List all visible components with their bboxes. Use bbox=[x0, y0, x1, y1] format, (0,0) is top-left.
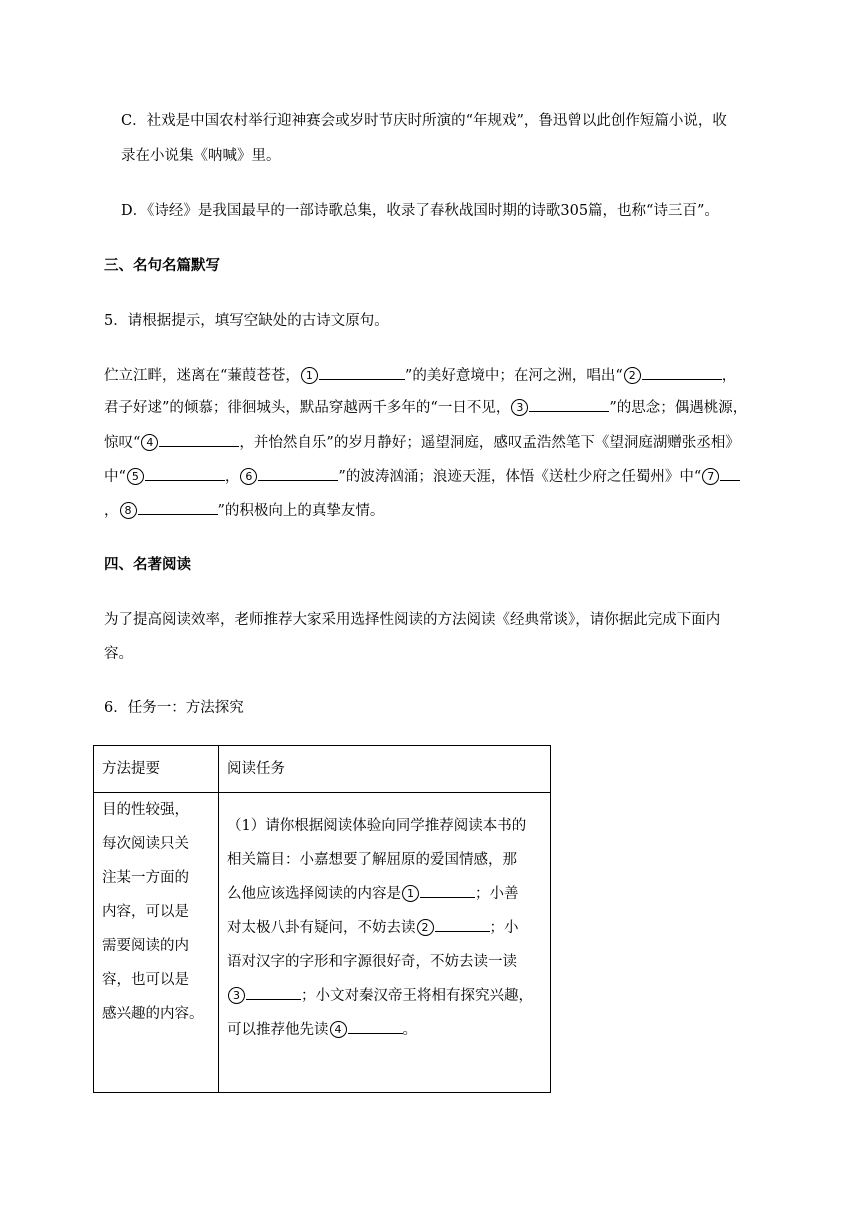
task-answer-blank-4[interactable] bbox=[348, 1019, 403, 1034]
table-header-row bbox=[94, 746, 551, 793]
cell-line bbox=[227, 1013, 542, 1047]
option-d-line: D．《诗经》是我国最早的一部诗歌总集，收录了春秋战国时期的诗歌305篇，也称“诗三百”。 bbox=[121, 203, 719, 219]
text: 可以推荐他先读 bbox=[227, 1022, 329, 1038]
method-summary-cell bbox=[94, 793, 219, 1093]
text: 么他应该选择阅读的内容是 bbox=[227, 886, 401, 902]
section4-intro-line1: 为了提高阅读效率，老师推荐大家采用选择性阅读的方法阅读《经典常谈》，请你据此完成下面内 bbox=[104, 612, 721, 628]
cell-line: 内容，可以是 bbox=[102, 904, 189, 920]
cell-line bbox=[227, 979, 542, 1013]
question-6: 6．任务一：方法探究 bbox=[104, 700, 244, 716]
answer-blank-8[interactable] bbox=[138, 500, 218, 515]
cell-line: 需要阅读的内 bbox=[102, 938, 189, 954]
answer-blank-6[interactable] bbox=[258, 466, 338, 481]
cell-line bbox=[227, 911, 542, 945]
cell-line: 语对汉字的字形和字源很好奇，不妨去读一读 bbox=[227, 954, 517, 970]
task-blank-number-4: 4 bbox=[330, 1021, 347, 1038]
text: ，并怡然自乐”的岁月静好；遥望洞庭，感叹孟浩然笔下《望洞庭湖赠张丞相》 bbox=[239, 435, 740, 451]
section4-intro-line2: 容。 bbox=[104, 646, 133, 662]
poem-para-line1 bbox=[104, 365, 736, 386]
section4-title: 四、名著阅读 bbox=[104, 556, 191, 573]
table-row bbox=[94, 793, 551, 1093]
text: ， bbox=[721, 368, 737, 384]
poem-para-line3 bbox=[104, 432, 740, 453]
blank-number-5: 5 bbox=[127, 468, 144, 485]
text: ”的思念；偶遇桃源， bbox=[609, 400, 748, 416]
option-c-line2: 录在小说集《呐喊》里。 bbox=[121, 148, 281, 164]
blank-number-4: 4 bbox=[141, 434, 158, 451]
text: 君子好逑”的倾慕；徘徊城头，默品穿越两千多年的“一日不见， bbox=[104, 400, 511, 416]
text: ；小文对秦汉帝王将相有探究兴趣， bbox=[301, 988, 533, 1004]
section3-title: 三、名句名篇默写 bbox=[104, 257, 220, 274]
text: ；小善 bbox=[475, 886, 519, 902]
task-blank-number-3: 3 bbox=[228, 987, 245, 1004]
blank-number-7: 7 bbox=[702, 468, 719, 485]
option-c-line1: C．社戏是中国农村举行迎神赛会或岁时节庆时所演的“年规戏”，鲁迅曾以此创作短篇小说，收 bbox=[121, 113, 727, 129]
text: ， bbox=[224, 469, 240, 485]
question-5: 5．请根据提示，填写空缺处的古诗文原句。 bbox=[104, 313, 389, 329]
blank-number-1: 1 bbox=[301, 367, 318, 384]
method-task-table bbox=[93, 745, 551, 1093]
text: 对太极八卦有疑问，不妨去读 bbox=[227, 920, 416, 936]
answer-blank-4[interactable] bbox=[159, 432, 239, 447]
task-blank-number-2: 2 bbox=[417, 919, 434, 936]
blank-number-3: 3 bbox=[511, 399, 528, 416]
blank-number-6: 6 bbox=[240, 468, 257, 485]
cell-line: 感兴趣的内容。 bbox=[102, 1006, 204, 1022]
text: ”的积极向上的真挚友情。 bbox=[217, 503, 385, 519]
answer-blank-3[interactable] bbox=[529, 397, 609, 412]
task-answer-blank-1[interactable] bbox=[420, 883, 475, 898]
task-answer-blank-2[interactable] bbox=[435, 917, 490, 932]
cell-line: （1）请你根据阅读体验向同学推荐阅读本书的 bbox=[227, 818, 527, 834]
task-answer-blank-3[interactable] bbox=[246, 985, 301, 1000]
text: 伫立江畔，迷离在“蒹葭苍苍， bbox=[104, 368, 300, 384]
cell-line: 容，也可以是 bbox=[102, 972, 189, 988]
text: 。 bbox=[402, 1022, 417, 1038]
poem-para-line5 bbox=[104, 500, 384, 521]
text: 中“ bbox=[104, 469, 126, 485]
blank-number-8: 8 bbox=[120, 502, 137, 519]
reading-task-cell bbox=[219, 793, 551, 1093]
answer-blank-5[interactable] bbox=[145, 466, 225, 481]
answer-blank-1[interactable] bbox=[319, 365, 405, 380]
answer-blank-7[interactable] bbox=[720, 466, 740, 481]
text: ；小 bbox=[489, 920, 519, 936]
cell-line: 每次阅读只关 bbox=[102, 836, 189, 852]
text: ”的美好意境中；在河之洲，唱出“ bbox=[404, 368, 623, 384]
cell-line: 注某一方面的 bbox=[102, 870, 189, 886]
answer-blank-2[interactable] bbox=[642, 365, 722, 380]
poem-para-line4 bbox=[104, 466, 740, 487]
text: 惊叹“ bbox=[104, 435, 141, 451]
cell-line: 目的性较强， bbox=[102, 802, 189, 818]
task-blank-number-1: 1 bbox=[402, 885, 419, 902]
text: ”的波涛汹涌；浪迹天涯，体悟《送杜少府之任蜀州》中“ bbox=[338, 469, 702, 485]
cell-line: 相关篇目：小嘉想要了解屈原的爱国情感，那 bbox=[227, 852, 517, 868]
blank-number-2: 2 bbox=[624, 367, 641, 384]
header-method-summary: 方法提要 bbox=[94, 746, 219, 793]
text: ， bbox=[104, 503, 119, 519]
poem-para-line2 bbox=[104, 397, 747, 418]
header-reading-task: 阅读任务 bbox=[219, 746, 551, 793]
cell-line bbox=[227, 877, 542, 911]
